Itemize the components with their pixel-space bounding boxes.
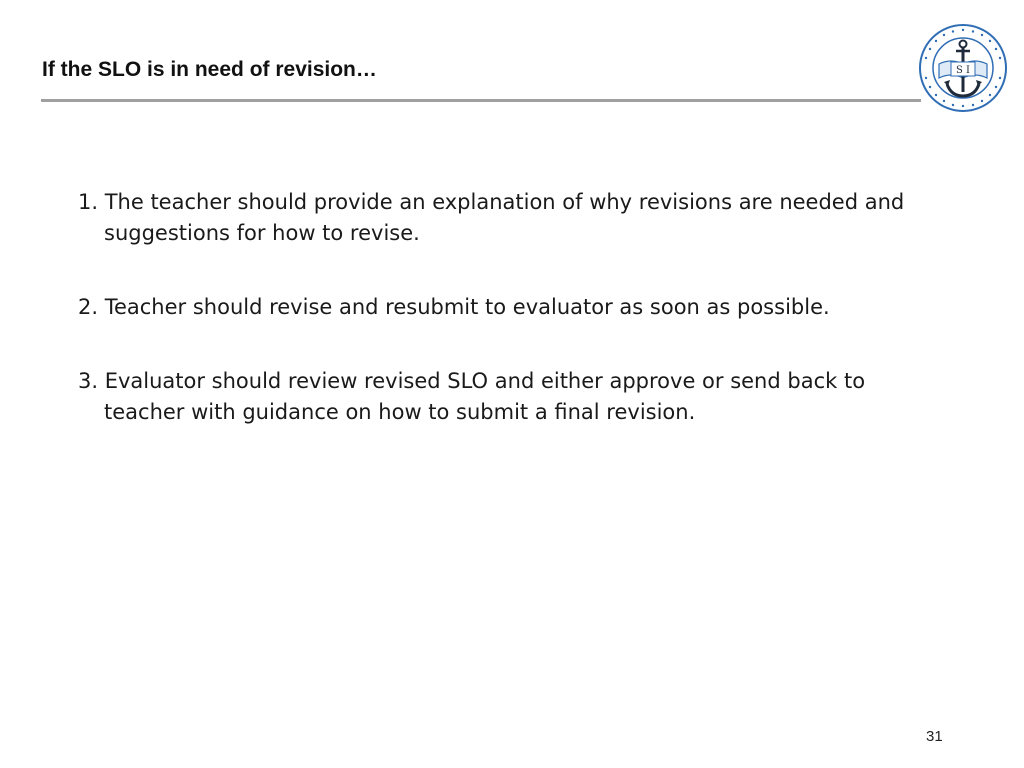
list-item: 3. Evaluator should review revised SLO and either approve or send back to teacher with guidance on how to submit a final revision. <box>78 369 866 424</box>
list-item: 2. Teacher should revise and resubmit to evaluator as soon as possible. <box>78 295 830 319</box>
title-divider <box>41 99 921 102</box>
anchor-seal-icon <box>917 22 1009 114</box>
logo-center-text: S I <box>956 65 970 76</box>
revision-steps-list <box>78 187 918 471</box>
list-item: 1. The teacher should provide an explanation of why revisions are needed and suggestions for how to revise. <box>78 190 905 245</box>
ri-board-of-regents-logo <box>917 22 1009 114</box>
slide-title: If the SLO is in need of revision… <box>42 58 377 81</box>
page-number: 31 <box>926 728 943 745</box>
